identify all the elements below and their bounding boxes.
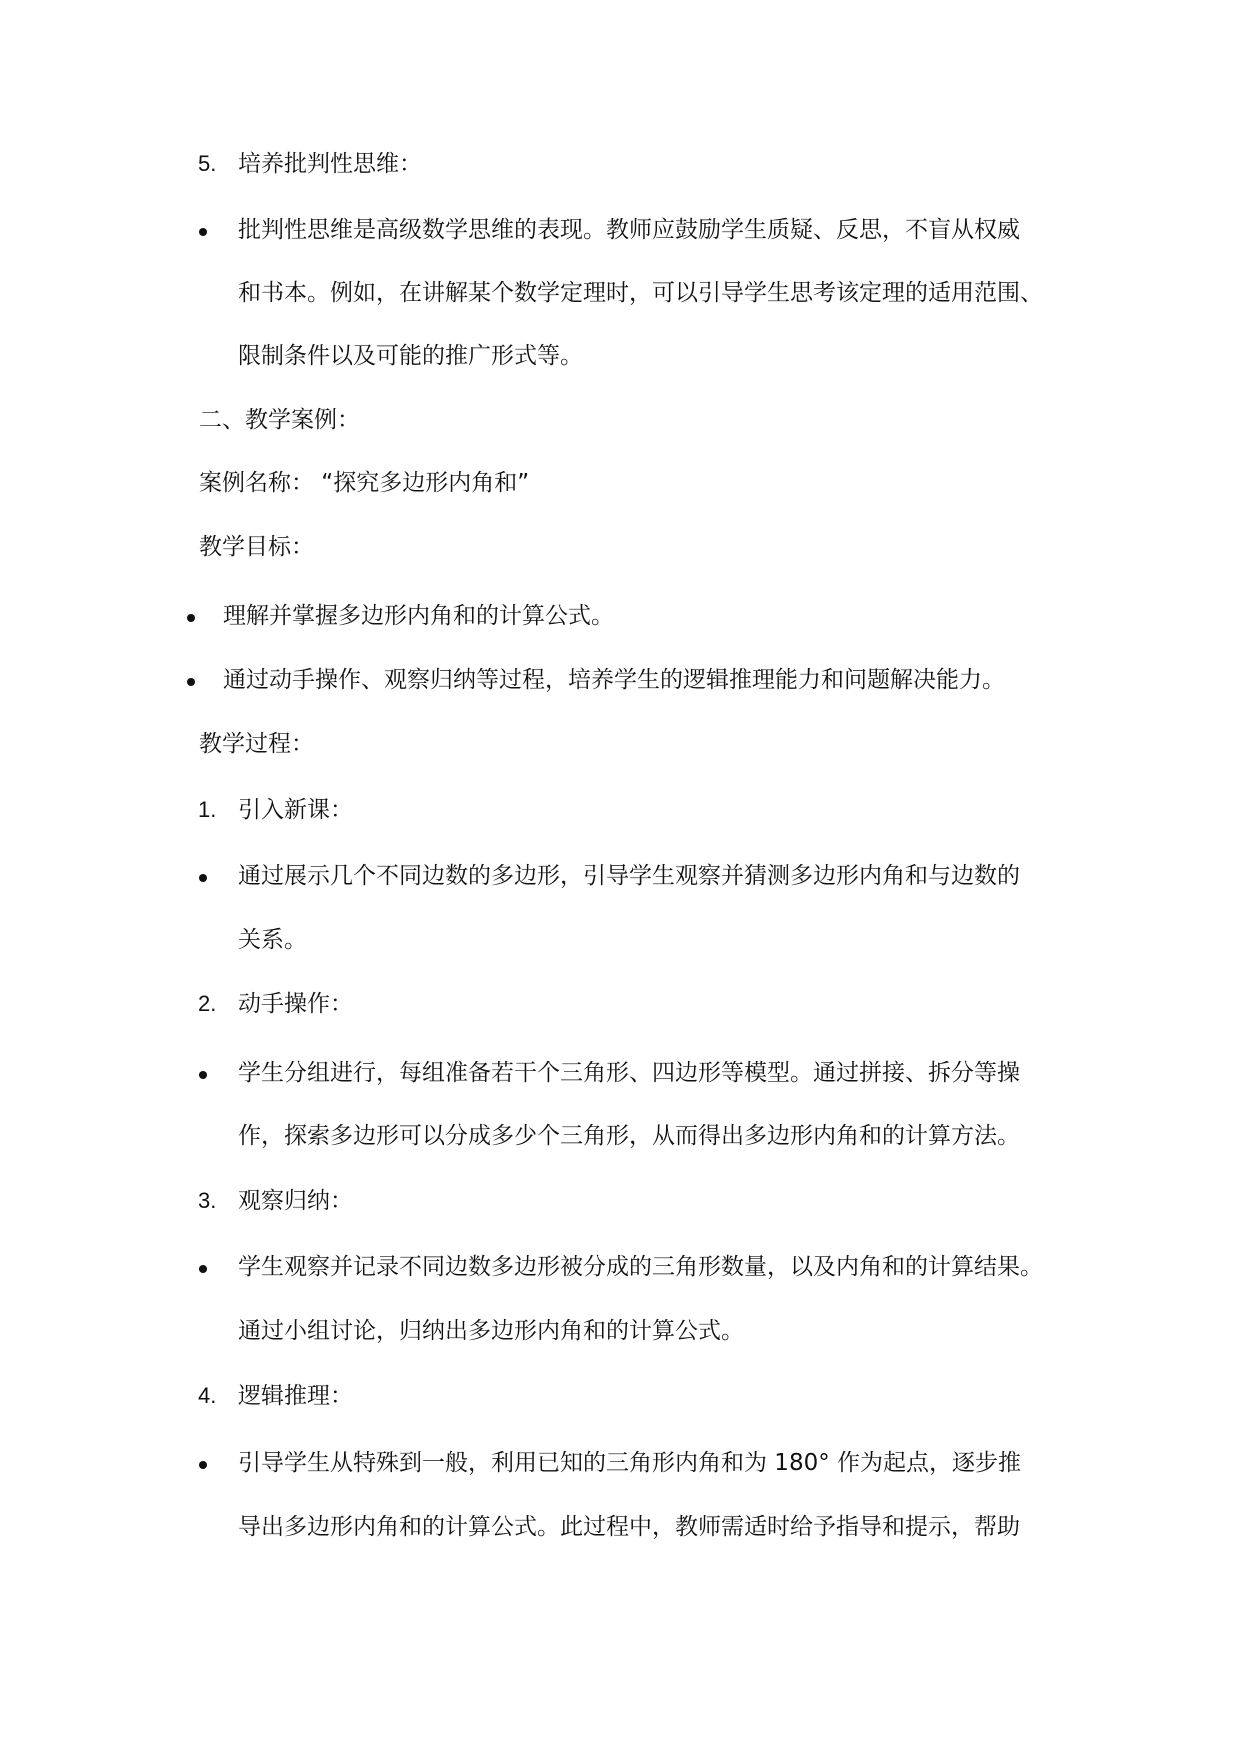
paragraph-line: 理解并掌握多边形内角和的计算公式。 xyxy=(223,603,614,629)
list-number: 5. xyxy=(198,151,217,176)
paragraph-line: 引导学生从特殊到一般，利用已知的三角形内角和为 180° 作为起点，逐步推 xyxy=(238,1450,1022,1476)
list-number: 4. xyxy=(198,1383,217,1408)
bullet-icon xyxy=(199,874,207,882)
paragraph-line: 通过小组讨论，归纳出多边形内角和的计算公式。 xyxy=(238,1318,744,1344)
paragraph-line: 批判性思维是高级数学思维的表现。教师应鼓励学生质疑、反思，不盲从权威 xyxy=(238,217,1020,243)
paragraph-line: 作，探索多边形可以分成多少个三角形，从而得出多边形内角和的计算方法。 xyxy=(238,1123,1020,1149)
subheading: 教学过程： xyxy=(199,731,314,757)
bullet-icon xyxy=(187,614,195,622)
paragraph-line: 限制条件以及可能的推广形式等。 xyxy=(238,343,583,369)
list-number: 3. xyxy=(198,1188,217,1213)
bullet-icon xyxy=(199,1071,207,1079)
list-number: 1. xyxy=(198,797,217,822)
bullet-icon xyxy=(199,228,207,236)
paragraph-line: 通过动手操作、观察归纳等过程，培养学生的逻辑推理能力和问题解决能力。 xyxy=(223,667,1005,693)
list-number: 2. xyxy=(198,991,217,1016)
list-item-heading: 培养批判性思维： xyxy=(238,151,422,177)
list-item-heading: 观察归纳： xyxy=(238,1188,353,1214)
case-name: 案例名称： “探究多边形内角和” xyxy=(199,470,530,496)
list-item-heading: 逻辑推理： xyxy=(238,1383,353,1409)
section-heading: 二、教学案例： xyxy=(199,407,360,433)
paragraph-line: 关系。 xyxy=(238,927,307,953)
paragraph-line: 通过展示几个不同边数的多边形，引导学生观察并猜测多边形内角和与边数的 xyxy=(238,863,1020,889)
subheading: 教学目标： xyxy=(199,534,314,560)
paragraph-line: 学生观察并记录不同边数多边形被分成的三角形数量，以及内角和的计算结果。 xyxy=(238,1254,1043,1280)
list-item-heading: 引入新课： xyxy=(238,797,353,823)
paragraph-line: 学生分组进行，每组准备若干个三角形、四边形等模型。通过拼接、拆分等操 xyxy=(238,1060,1020,1086)
paragraph-line: 和书本。例如，在讲解某个数学定理时，可以引导学生思考该定理的适用范围、 xyxy=(238,280,1043,306)
bullet-icon xyxy=(187,678,195,686)
paragraph-line: 导出多边形内角和的计算公式。此过程中，教师需适时给予指导和提示，帮助 xyxy=(238,1514,1020,1540)
bullet-icon xyxy=(199,1461,207,1469)
list-item-heading: 动手操作： xyxy=(238,991,353,1017)
bullet-icon xyxy=(199,1265,207,1273)
